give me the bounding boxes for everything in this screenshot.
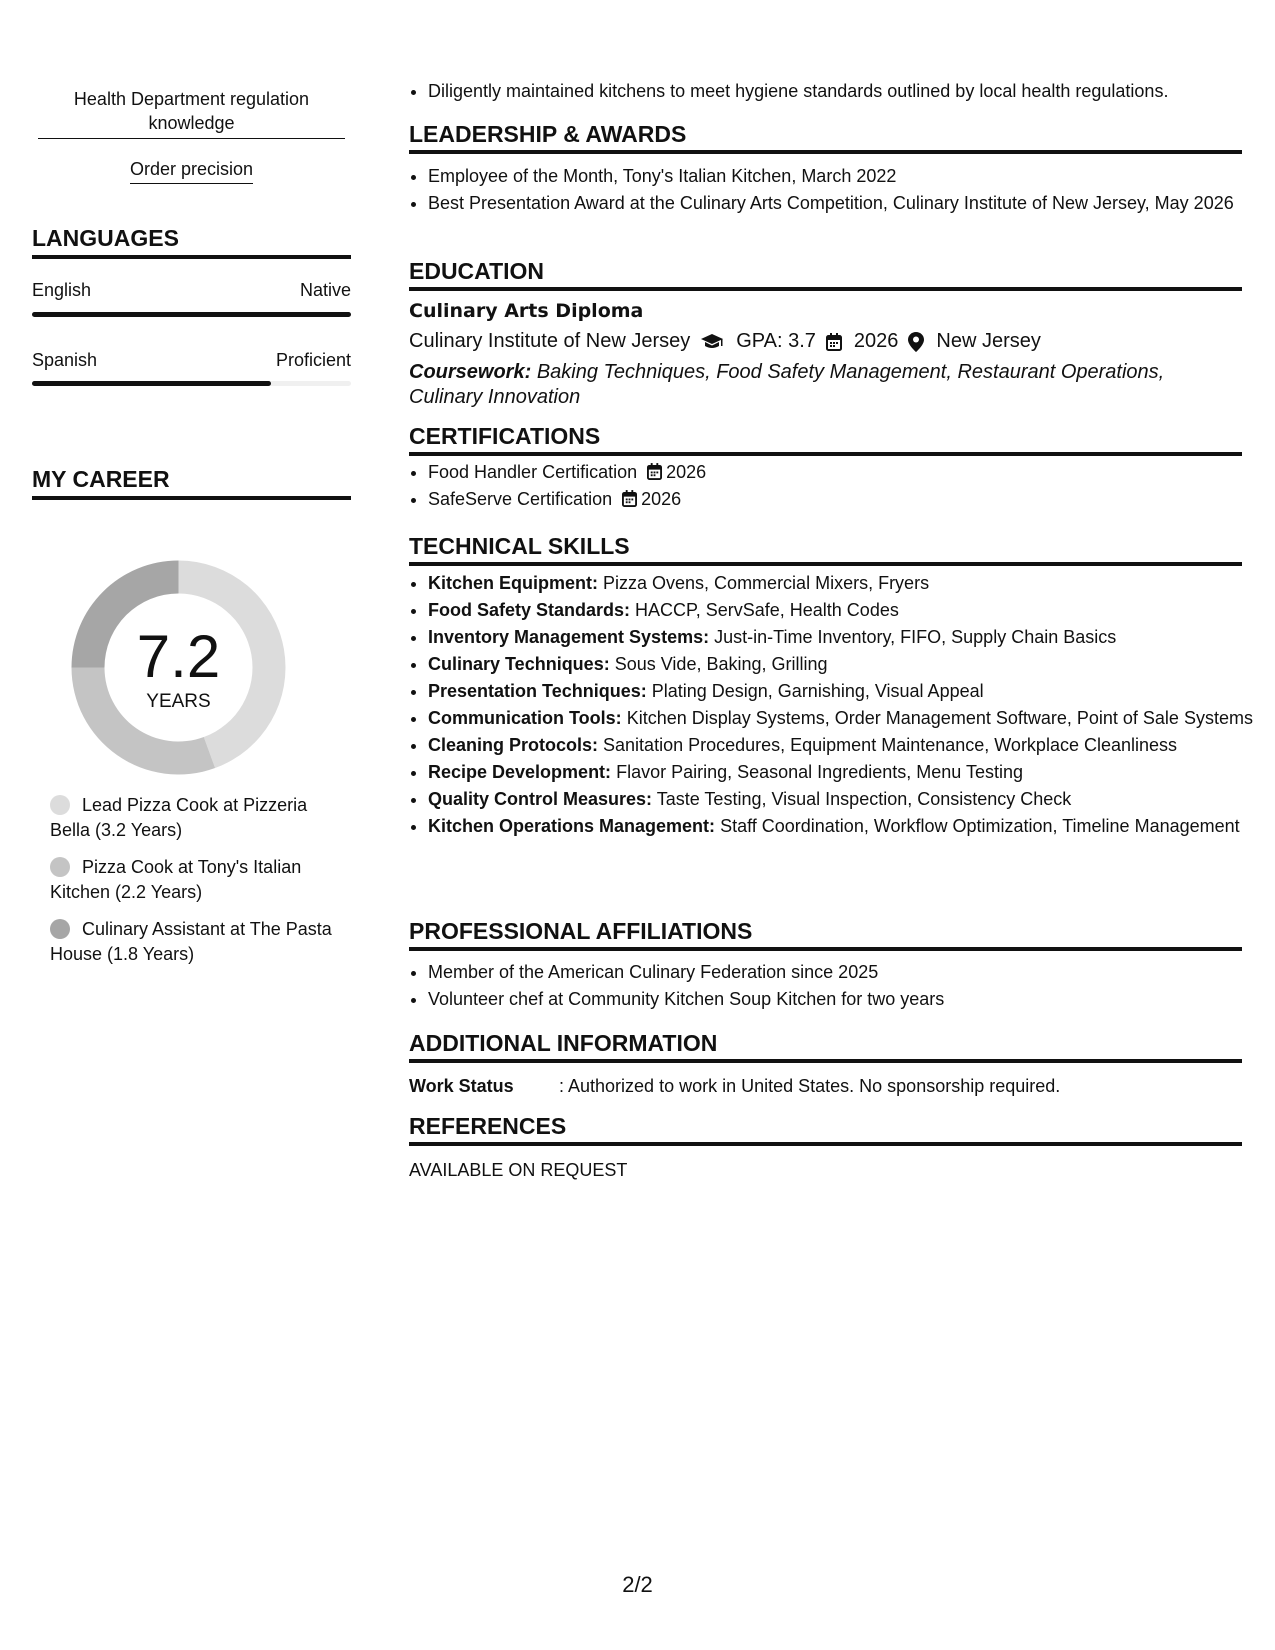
list-item [428,814,1261,839]
work-status-value: : Authorized to work in United States. No sponsorship required. [559,1076,1061,1096]
career-item [50,917,340,967]
language-level: Native [299,280,351,300]
career-item-label: Lead Pizza Cook at Pizzeria Bella (3.2 Years) [50,795,308,840]
career-donut-chart [66,555,291,780]
skill-category: Quality Control Measures: [428,789,653,809]
skill-values: Pizza Ovens, Commercial Mixers, Fryers [603,573,930,593]
graduation-cap-icon [700,333,724,351]
technical-skills-list [409,571,1261,841]
language-level: Proficient [275,350,351,370]
leadership-heading: LEADERSHIP & AWARDS [409,121,1242,154]
references-text: AVAILABLE ON REQUEST [409,1160,628,1180]
education-degree: Culinary Arts Diploma [409,300,644,322]
work-status [409,1076,1060,1097]
career-item [50,855,340,905]
language-proficiency-bar [32,312,351,317]
career-legend-dot [50,919,70,939]
certification-name: Food Handler Certification [428,462,638,482]
list-item [428,706,1261,731]
skill-category: Cleaning Protocols: [428,735,599,755]
list-item [428,487,1261,512]
skill-values: Taste Testing, Visual Inspection, Consistency Check [656,789,1072,809]
skill-values: Sous Vide, Baking, Grilling [614,654,828,674]
career-heading: MY CAREER [32,466,351,500]
calendar-icon [622,490,637,507]
career-total-years: 7.2 [136,623,221,690]
language-row [32,350,351,371]
education-school: Culinary Institute of New Jersey [409,330,691,352]
affiliations-list [409,960,1261,1014]
skill-category: Culinary Techniques: [428,654,610,674]
list-item: • Diligently maintained kitchens to meet hygiene standards outlined by local health regulations. [428,79,1261,104]
skill-values: Plating Design, Garnishing, Visual Appeal [651,681,984,701]
skill-category: Kitchen Equipment: [428,573,598,593]
list-item [428,733,1261,758]
map-pin-icon [908,332,924,352]
work-status-label: Work Status [409,1076,514,1096]
certifications-list [409,460,1261,514]
language-proficiency-bar [32,381,351,386]
career-item-label: Pizza Cook at Tony's Italian Kitchen (2.2 Years) [50,857,302,902]
skill-tag: Health Department regulation knowledge [38,87,345,139]
education-details [409,330,1041,353]
skill-values: HACCP, ServSafe, Health Codes [635,600,899,620]
education-location: New Jersey [936,330,1041,352]
certification-name: SafeServe Certification [428,489,613,509]
certification-year: 2026 [641,489,682,509]
skill-tag-label: Order precision [130,157,253,184]
skill-category: Recipe Development: [428,762,612,782]
skill-values: Just-in-Time Inventory, FIFO, Supply Chain Basics [714,627,1117,647]
list-item: • Volunteer chef at Community Kitchen Soup Kitchen for two years [428,987,1261,1012]
education-year: 2026 [853,330,899,352]
career-legend-dot [50,795,70,815]
language-name: English [32,280,92,300]
education-heading: EDUCATION [409,258,1242,291]
page-number: 2/2 [622,1572,653,1597]
skill-category: Inventory Management Systems: [428,627,710,647]
experience-bullets [409,79,1261,106]
list-item [428,760,1261,785]
list-item [428,460,1261,485]
skill-category: Presentation Techniques: [428,681,647,701]
language-name: Spanish [32,350,98,370]
career-item [50,793,340,843]
coursework-label: Coursework: [409,361,532,383]
additional-info-heading: ADDITIONAL INFORMATION [409,1030,1242,1063]
list-item [428,679,1261,704]
calendar-icon [826,333,842,351]
skill-values: Sanitation Procedures, Equipment Maintenance, Workplace Cleanliness [603,735,1178,755]
language-proficiency-fill [32,312,351,317]
languages-heading: LANGUAGES [32,225,351,259]
skill-values: Flavor Pairing, Seasonal Ingredients, Menu Testing [616,762,1023,782]
affiliations-heading: PROFESSIONAL AFFILIATIONS [409,918,1242,951]
skill-category: Food Safety Standards: [428,600,631,620]
coursework-text: Baking Techniques, Food Safety Management, Restaurant Operations, Culinary Innovation [409,361,1165,408]
education-gpa: GPA: 3.7 [736,330,816,352]
list-item: • Member of the American Culinary Federation since 2025 [428,960,1261,985]
calendar-icon [647,463,662,480]
list-item [428,571,1261,596]
leadership-list [409,164,1261,218]
certification-year: 2026 [666,462,707,482]
career-total-unit: YEARS [146,691,211,712]
list-item [428,787,1261,812]
references-heading: REFERENCES [409,1113,1242,1146]
career-item-label: Culinary Assistant at The Pasta House (1.8 Years) [50,919,332,964]
list-item: • Employee of the Month, Tony's Italian Kitchen, March 2022 [428,164,1261,189]
skill-category: Communication Tools: [428,708,622,728]
list-item [428,598,1261,623]
career-legend-dot [50,857,70,877]
language-proficiency-fill [32,381,271,386]
technical-skills-heading: TECHNICAL SKILLS [409,533,1242,566]
list-item: • Best Presentation Award at the Culinary Arts Competition, Culinary Institute of New Jersey, May 2026 [428,191,1261,216]
certifications-heading: CERTIFICATIONS [409,423,1242,456]
education-coursework [409,360,1242,410]
skill-values: Staff Coordination, Workflow Optimization, Timeline Management [720,816,1240,836]
list-item [428,652,1261,677]
skill-values: Kitchen Display Systems, Order Management Software, Point of Sale Systems [626,708,1253,728]
skill-tag [32,157,351,184]
skill-category: Kitchen Operations Management: [428,816,716,836]
list-item [428,625,1261,650]
language-row [32,280,351,301]
